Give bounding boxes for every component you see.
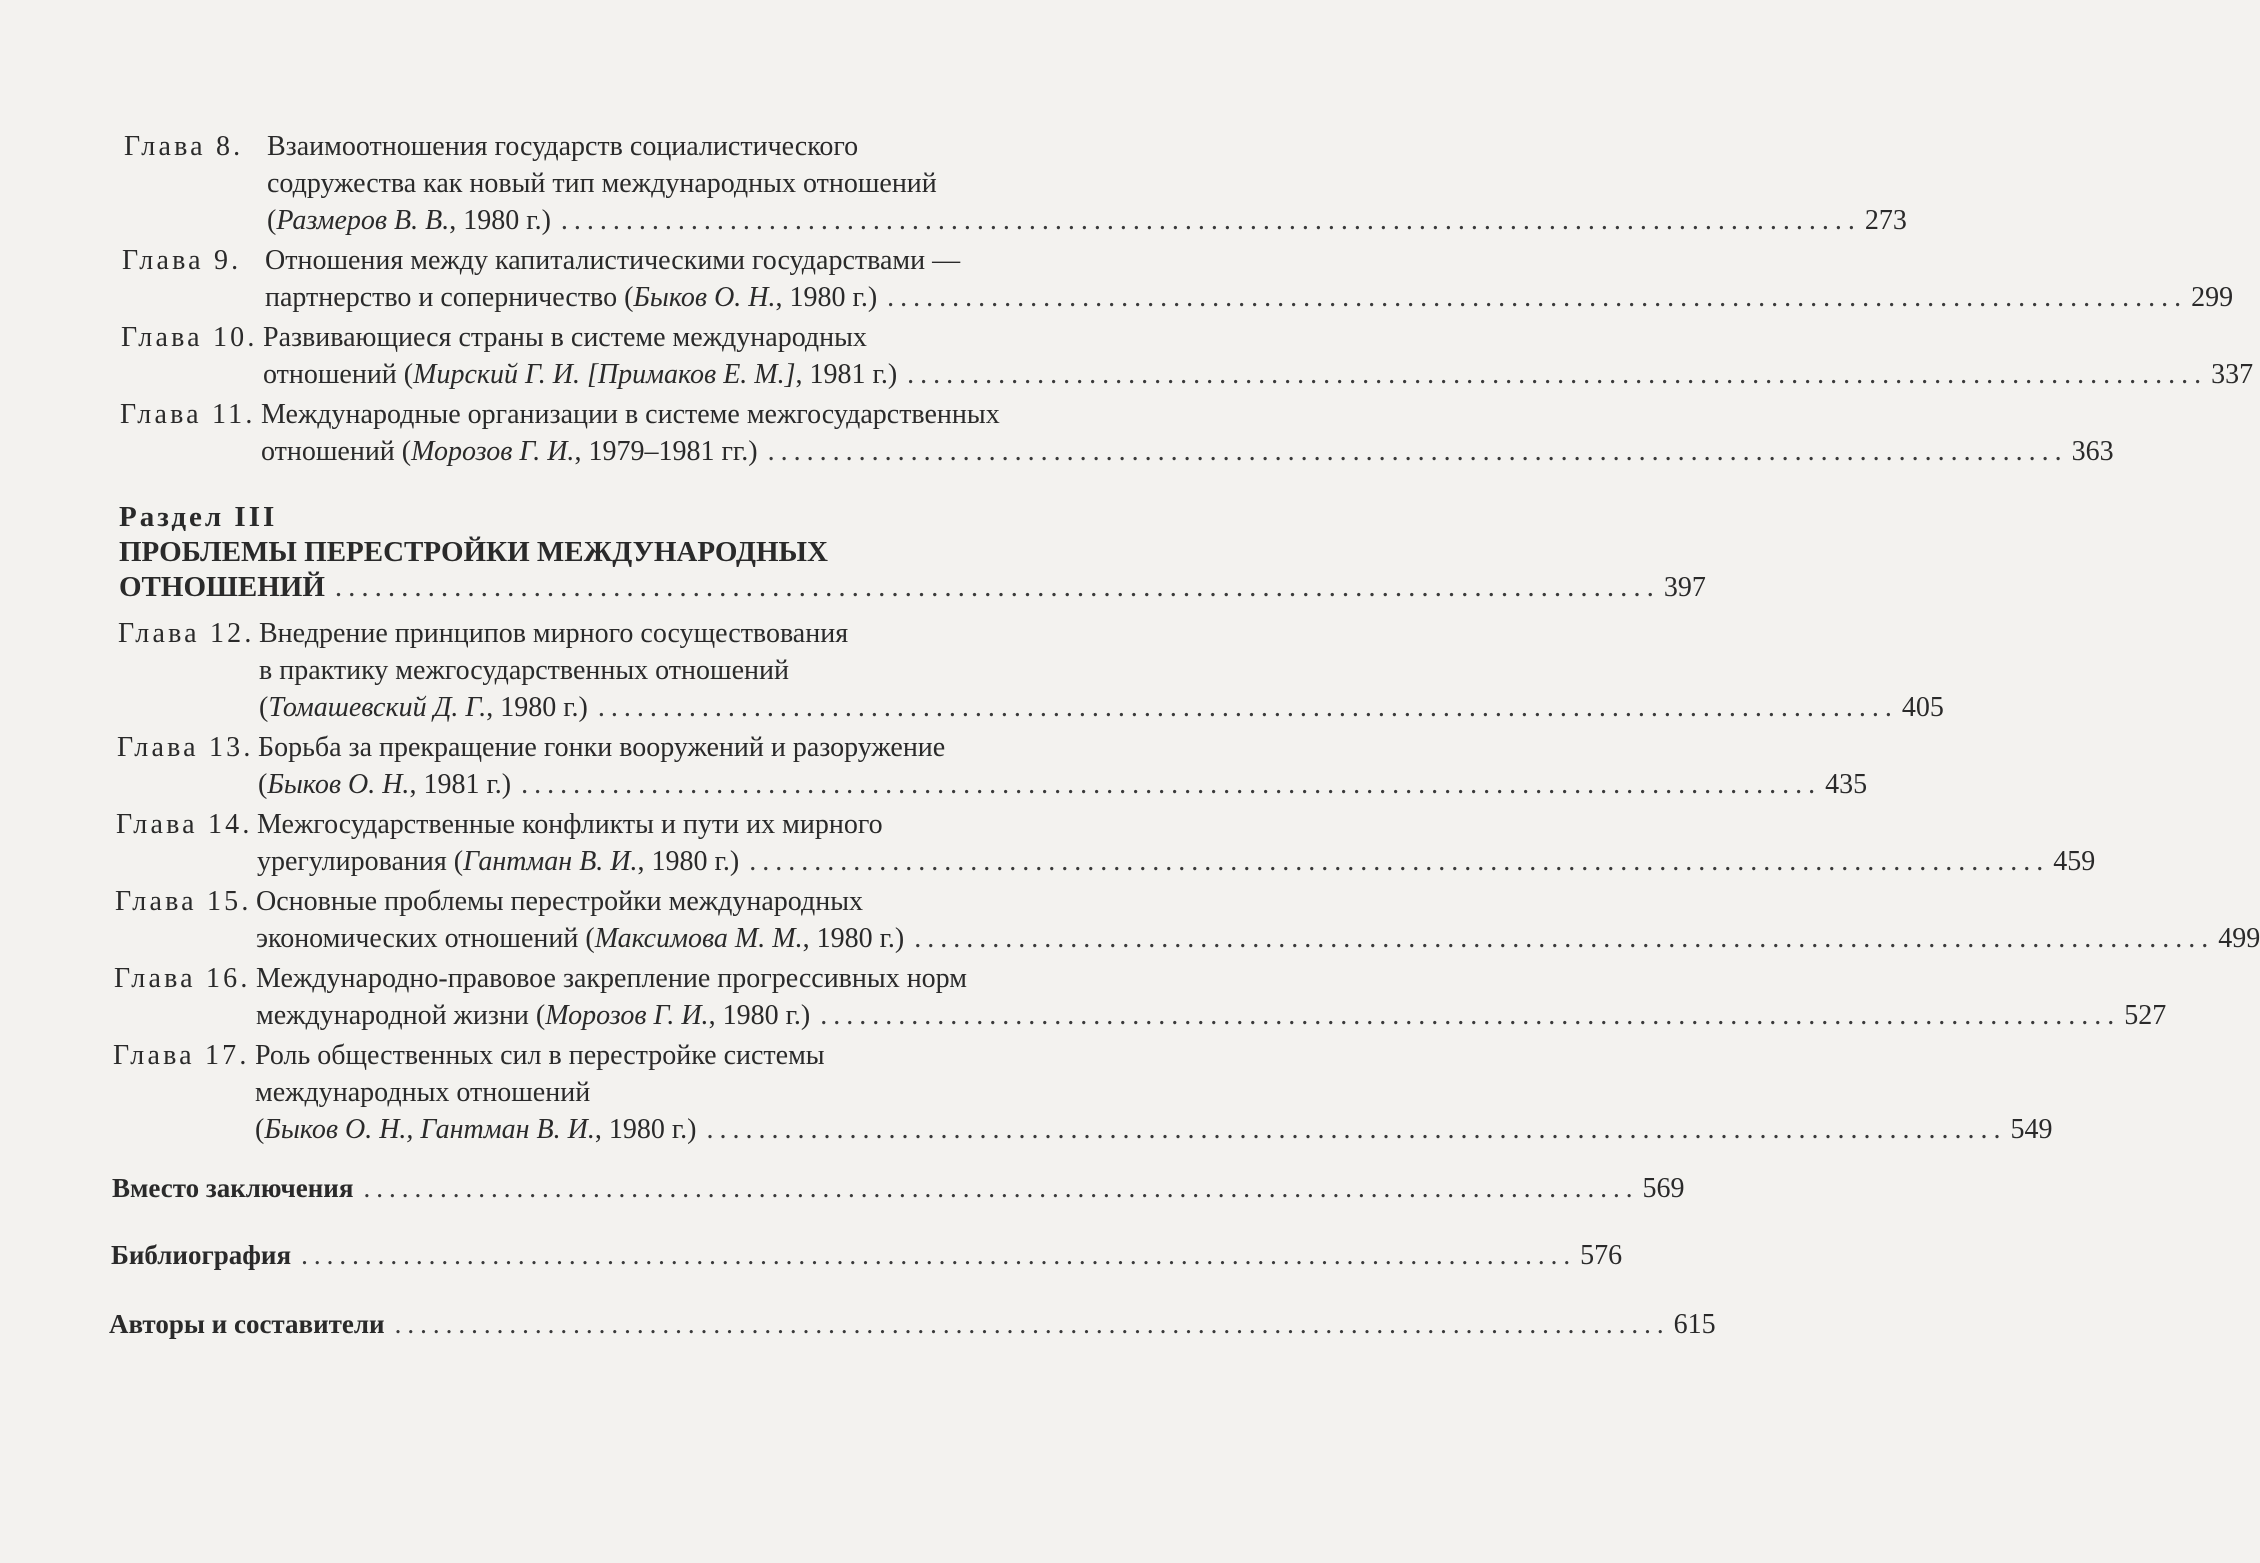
chapter-number: Глава 10.	[121, 322, 258, 353]
toc-section-3	[119, 500, 1706, 605]
chapter-number: Глава 15.	[115, 886, 252, 917]
page-number: 527	[2124, 1000, 2167, 1031]
leader-dots: ....................................................................................................	[301, 1240, 1577, 1270]
chapter-author-line	[259, 689, 1944, 726]
toc-entry-chapter-17	[0, 1037, 2053, 1148]
author-text: отношений (Мирский Г. И. [Примаков Е. М.], 1981 г.)	[263, 359, 898, 390]
chapter-author-line	[258, 766, 1868, 803]
chapter-number: Глава 11.	[120, 399, 256, 430]
chapter-number: Глава 9.	[122, 245, 242, 276]
page-number: 299	[2191, 282, 2234, 313]
chapter-title-line: Отношения между капиталистическими государствами —	[265, 245, 961, 276]
page-number: 549	[2010, 1114, 2053, 1145]
chapter-number: Глава 8.	[124, 131, 244, 162]
page-number: 273	[1864, 205, 1907, 236]
leader-dots: ....................................................................................................	[820, 1000, 2121, 1031]
leader-dots: ....................................................................................................	[706, 1114, 2007, 1145]
chapter-title-line: Внедрение принципов мирного сосуществования	[259, 618, 849, 649]
author-text: (Размеров В. В., 1980 г.)	[267, 205, 551, 236]
leader-dots: ....................................................................................................	[887, 282, 2188, 313]
chapter-author-line	[267, 202, 1907, 239]
toc-entry-authors	[109, 1306, 1716, 1343]
toc-entry-chapter-15	[0, 883, 2260, 957]
page-number: 363	[2071, 436, 2114, 467]
chapter-title-line: в практику межгосударственных отношений	[259, 655, 789, 686]
author-text: (Быков О. Н., 1981 г.)	[258, 769, 512, 800]
leader-dots: ....................................................................................................	[363, 1173, 1639, 1203]
page-number: 337	[2211, 359, 2254, 390]
chapter-number: Глава 12.	[118, 618, 255, 649]
chapter-title-line: международных отношений	[255, 1077, 591, 1108]
chapter-title-line: Взаимоотношения государств социалистического	[267, 131, 859, 162]
page-number: 405	[1901, 692, 1944, 723]
chapter-author-line	[263, 356, 2254, 393]
toc-entry-chapter-14	[0, 806, 2096, 880]
section-title-end: ОТНОШЕНИЙ	[119, 571, 325, 603]
entry-title: Библиография	[111, 1240, 292, 1270]
chapter-author-line	[256, 997, 2167, 1034]
toc-entry-chapter-12	[0, 615, 1944, 726]
leader-dots: ....................................................................................................	[334, 571, 1660, 603]
author-text: (Быков О. Н., Гантман В. И., 1980 г.)	[255, 1114, 697, 1145]
chapter-title-line: Международно-правовое закрепление прогрессивных норм	[256, 963, 967, 994]
toc-entry-chapter-8	[0, 128, 1907, 239]
chapter-title-line: Международные организации в системе межгосударственных	[261, 399, 1000, 430]
chapter-title-line: Борьба за прекращение гонки вооружений и разоружение	[258, 732, 946, 763]
entry-title: Авторы и составители	[109, 1309, 385, 1339]
toc-entry-bibliography	[111, 1237, 1623, 1274]
page-number: 499	[2218, 923, 2260, 954]
author-text: урегулирования (Гантман В. И., 1980 г.)	[257, 846, 740, 877]
page-number: 576	[1580, 1240, 1623, 1271]
chapter-author-line	[256, 920, 2260, 957]
section-title-last-line	[119, 570, 1706, 605]
leader-dots: ....................................................................................................	[560, 205, 1861, 236]
page-number: 397	[1663, 572, 1706, 603]
page-number: 435	[1825, 769, 1868, 800]
author-text: (Томашевский Д. Г., 1980 г.)	[259, 692, 588, 723]
table-of-contents	[0, 120, 2260, 1343]
author-text: экономических отношений (Максимова М. М., 1980 г.)	[256, 923, 905, 954]
chapter-title-line: Межгосударственные конфликты и пути их мирного	[257, 809, 883, 840]
leader-dots: ....................................................................................................	[914, 923, 2215, 954]
chapter-author-line	[261, 433, 2114, 470]
leader-dots: ....................................................................................................	[907, 359, 2208, 390]
toc-entry-chapter-11	[0, 396, 2114, 470]
toc-entry-conclusion	[112, 1170, 1685, 1207]
entry-title: Вместо заключения	[112, 1173, 354, 1203]
toc-entry-chapter-10	[0, 319, 2254, 393]
chapter-author-line	[257, 843, 2096, 880]
author-text: международной жизни (Морозов Г. И., 1980 г.)	[256, 1000, 811, 1031]
chapter-title-line: Развивающиеся страны в системе международных	[263, 322, 867, 353]
chapter-author-line	[255, 1111, 2053, 1148]
leader-dots: ....................................................................................................	[749, 846, 2050, 877]
leader-dots: ....................................................................................................	[767, 436, 2068, 467]
toc-entry-chapter-9	[0, 242, 2234, 316]
chapter-title-line: Роль общественных сил в перестройке системы	[255, 1040, 825, 1071]
toc-entry-chapter-16	[0, 960, 2167, 1034]
author-text: отношений (Морозов Г. И., 1979–1981 гг.)	[261, 436, 758, 467]
chapter-title-line: Основные проблемы перестройки международных	[256, 886, 864, 917]
leader-dots: ....................................................................................................	[597, 692, 1898, 723]
author-text: партнерство и соперничество (Быков О. Н., 1980 г.)	[265, 282, 878, 313]
chapter-number: Глава 16.	[114, 963, 251, 994]
chapter-number: Глава 13.	[117, 732, 254, 763]
chapter-number: Глава 14.	[116, 809, 253, 840]
chapter-number: Глава 17.	[113, 1040, 250, 1071]
section-label: Раздел III	[119, 501, 278, 533]
page-number: 615	[1673, 1309, 1716, 1340]
toc-entry-chapter-13	[0, 729, 1868, 803]
chapter-title-line: содружества как новый тип международных отношений	[267, 168, 937, 199]
leader-dots: ....................................................................................................	[521, 769, 1822, 800]
chapter-author-line	[265, 279, 2234, 316]
leader-dots: ....................................................................................................	[394, 1309, 1670, 1339]
section-title: ПРОБЛЕМЫ ПЕРЕСТРОЙКИ МЕЖДУНАРОДНЫХ	[119, 536, 828, 568]
page-number: 459	[2053, 846, 2096, 877]
page-number: 569	[1642, 1173, 1685, 1204]
